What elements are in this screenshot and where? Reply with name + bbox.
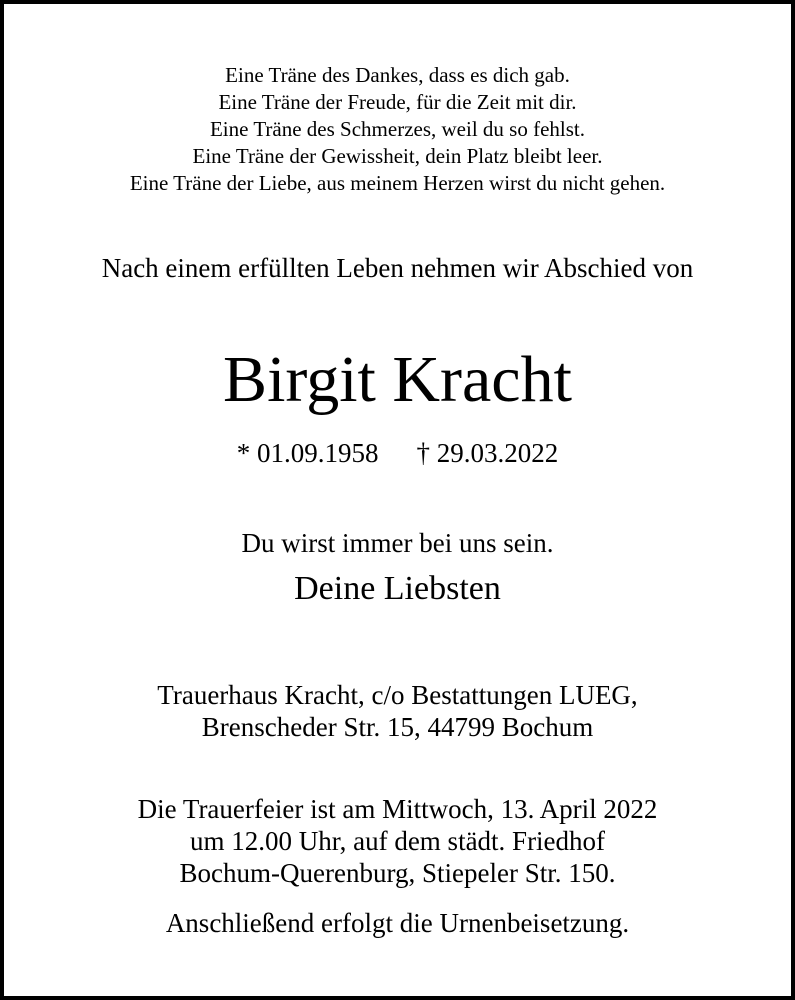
birth-date: * 01.09.1958	[236, 438, 379, 468]
poem-line: Eine Träne der Gewissheit, dein Platz bleibt leer.	[192, 144, 603, 168]
burial-note: Anschließend erfolgt die Urnenbeisetzung.	[165, 908, 630, 938]
death-date: † 29.03.2022	[416, 438, 559, 468]
address-line: Trauerhaus Kracht, c/o Bestattungen LUEG,	[157, 680, 638, 710]
ceremony-line: Bochum-Querenburg, Stiepeler Str. 150.	[179, 858, 616, 888]
poem-line: Eine Träne des Schmerzes, weil du so fehlst.	[209, 117, 586, 141]
poem-line: Eine Träne der Liebe, aus meinem Herzen wirst du nicht gehen.	[129, 171, 666, 195]
address-line: Brenscheder Str. 15, 44799 Bochum	[201, 712, 594, 742]
ceremony-line: Die Trauerfeier ist am Mittwoch, 13. April 2022	[137, 794, 658, 824]
life-dates	[4, 440, 791, 467]
farewell-intro: Nach einem erfüllten Leben nehmen wir Abschied von	[101, 253, 694, 283]
poem-line: Eine Träne des Dankes, dass es dich gab.	[225, 63, 570, 87]
closing-line: Du wirst immer bei uns sein.	[241, 528, 554, 558]
signature: Deine Liebsten	[294, 570, 501, 607]
deceased-name: Birgit Kracht	[223, 343, 572, 416]
poem-line: Eine Träne der Freude, für die Zeit mit dir.	[218, 90, 577, 114]
ceremony-line: um 12.00 Uhr, auf dem städt. Friedhof	[189, 826, 606, 856]
